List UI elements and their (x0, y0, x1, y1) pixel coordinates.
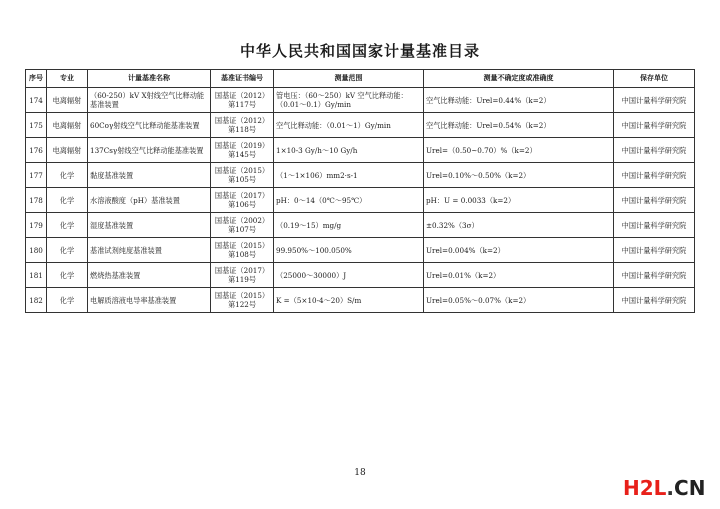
row-number: 179 (26, 213, 47, 238)
table-row (26, 263, 695, 288)
row-field: 化学 (47, 288, 88, 313)
watermark-h2l: H2L (623, 476, 667, 500)
row-organization: 中国计量科学研究院 (614, 88, 695, 113)
table-row (26, 163, 695, 188)
page-title: 中华人民共和国国家计量基准目录 (239, 42, 480, 60)
row-field: 化学 (47, 163, 88, 188)
row-field: 化学 (47, 213, 88, 238)
row-uncertainty: Urel=（0.50~0.70）%（k=2） (424, 138, 614, 163)
site-watermark-logo (623, 476, 705, 500)
row-number: 175 (26, 113, 47, 138)
row-organization: 中国计量科学研究院 (614, 263, 695, 288)
row-uncertainty: 空气比释动能：Urel=0.44%（k=2） (424, 88, 614, 113)
certificate-line-2: 第118号 (227, 125, 257, 134)
row-certificate (211, 163, 274, 188)
table-row (26, 288, 695, 313)
row-benchmark-name: 基准试剂纯度基准装置 (88, 238, 211, 263)
row-certificate (211, 188, 274, 213)
table-row (26, 113, 695, 138)
row-organization: 中国计量科学研究院 (614, 213, 695, 238)
row-field: 电离辐射 (47, 113, 88, 138)
row-uncertainty: Urel=0.10%～0.50%（k=2） (424, 163, 614, 188)
certificate-line-2: 第145号 (227, 150, 257, 159)
row-organization: 中国计量科学研究院 (614, 188, 695, 213)
certificate-line-2: 第119号 (227, 275, 257, 284)
row-certificate (211, 238, 274, 263)
row-field: 电离辐射 (47, 88, 88, 113)
certificate-line-1: 国基证（2017） (214, 266, 270, 275)
column-header-field: 专业 (47, 70, 88, 88)
certificate-line-1: 国基证（2015） (214, 241, 270, 250)
row-measurement-range: 99.950%～100.050% (274, 238, 424, 263)
row-certificate (211, 88, 274, 113)
page-number: 18 (354, 468, 366, 478)
row-uncertainty: Urel=0.004%（k=2） (424, 238, 614, 263)
table-row (26, 188, 695, 213)
certificate-line-1: 国基证（2015） (214, 291, 270, 300)
row-organization: 中国计量科学研究院 (614, 138, 695, 163)
certificate-line-1: 国基证（2017） (214, 191, 270, 200)
row-certificate (211, 113, 274, 138)
row-measurement-range: 1×10-3 Gy/h～10 Gy/h (274, 138, 424, 163)
row-number: 178 (26, 188, 47, 213)
row-measurement-range: pH：0～14（0℃～95℃） (274, 188, 424, 213)
certificate-line-2: 第108号 (227, 250, 257, 259)
row-benchmark-name: 电解质溶液电导率基准装置 (88, 288, 211, 313)
column-header-no: 序号 (26, 70, 47, 88)
row-uncertainty: Urel=0.01%（k=2） (424, 263, 614, 288)
row-uncertainty: 空气比释动能：Urel=0.54%（k=2） (424, 113, 614, 138)
row-certificate (211, 138, 274, 163)
column-header-range: 测量范围 (274, 70, 424, 88)
row-uncertainty: Urel=0.05%～0.07%（k=2） (424, 288, 614, 313)
row-measurement-range: 空气比释动能：（0.01～1）Gy/min (274, 113, 424, 138)
row-benchmark-name: 燃烧热基准装置 (88, 263, 211, 288)
row-number: 181 (26, 263, 47, 288)
row-benchmark-name: 湿度基准装置 (88, 213, 211, 238)
certificate-line-1: 国基证（2002） (214, 216, 270, 225)
row-number: 174 (26, 88, 47, 113)
column-header-cert: 基准证书编号 (211, 70, 274, 88)
certificate-line-1: 国基证（2015） (214, 166, 270, 175)
benchmark-catalog-table (25, 69, 695, 313)
row-certificate (211, 263, 274, 288)
certificate-line-1: 国基证（2012） (214, 91, 270, 100)
table-row (26, 213, 695, 238)
table-row (26, 238, 695, 263)
table-row (26, 138, 695, 163)
row-number: 180 (26, 238, 47, 263)
row-benchmark-name: 水溶液酸度（pH）基准装置 (88, 188, 211, 213)
row-uncertainty: pH：U = 0.0033（k=2） (424, 188, 614, 213)
certificate-line-2: 第107号 (227, 225, 257, 234)
certificate-line-1: 国基证（2019） (214, 141, 270, 150)
row-field: 化学 (47, 263, 88, 288)
row-measurement-range: 管电压：（60～250）kV 空气比释动能：（0.01～0.1）Gy/min (274, 88, 424, 113)
watermark-dot: . (666, 476, 675, 500)
certificate-line-2: 第122号 (227, 300, 257, 309)
column-header-uncertainty: 测量不确定度或准确度 (424, 70, 614, 88)
certificate-line-2: 第106号 (227, 200, 257, 209)
row-benchmark-name: 137Csγ射线空气比释动能基准装置 (88, 138, 211, 163)
row-organization: 中国计量科学研究院 (614, 163, 695, 188)
row-number: 177 (26, 163, 47, 188)
table-header-row (26, 70, 695, 88)
column-header-name: 计量基准名称 (88, 70, 211, 88)
row-number: 182 (26, 288, 47, 313)
row-field: 化学 (47, 238, 88, 263)
row-field: 化学 (47, 188, 88, 213)
row-benchmark-name: 黏度基准装置 (88, 163, 211, 188)
row-measurement-range: （25000～30000）J (274, 263, 424, 288)
row-certificate (211, 213, 274, 238)
row-measurement-range: （0.19～15）mg/g (274, 213, 424, 238)
row-uncertainty: ±0.32%（3σ） (424, 213, 614, 238)
row-field: 电离辐射 (47, 138, 88, 163)
row-benchmark-name: （60-250）kV X射线空气比释动能基准装置 (88, 88, 211, 113)
certificate-line-1: 国基证（2012） (214, 116, 270, 125)
watermark-cn: CN (674, 476, 706, 500)
row-organization: 中国计量科学研究院 (614, 113, 695, 138)
certificate-line-2: 第117号 (227, 100, 257, 109)
row-organization: 中国计量科学研究院 (614, 288, 695, 313)
row-organization: 中国计量科学研究院 (614, 238, 695, 263)
row-certificate (211, 288, 274, 313)
column-header-org: 保存单位 (614, 70, 695, 88)
row-number: 176 (26, 138, 47, 163)
table-row (26, 88, 695, 113)
row-measurement-range: （1～1×106）mm2·s-1 (274, 163, 424, 188)
row-measurement-range: K =（5×10-4～20）S/m (274, 288, 424, 313)
row-benchmark-name: 60Coγ射线空气比释动能基准装置 (88, 113, 211, 138)
certificate-line-2: 第105号 (227, 175, 257, 184)
